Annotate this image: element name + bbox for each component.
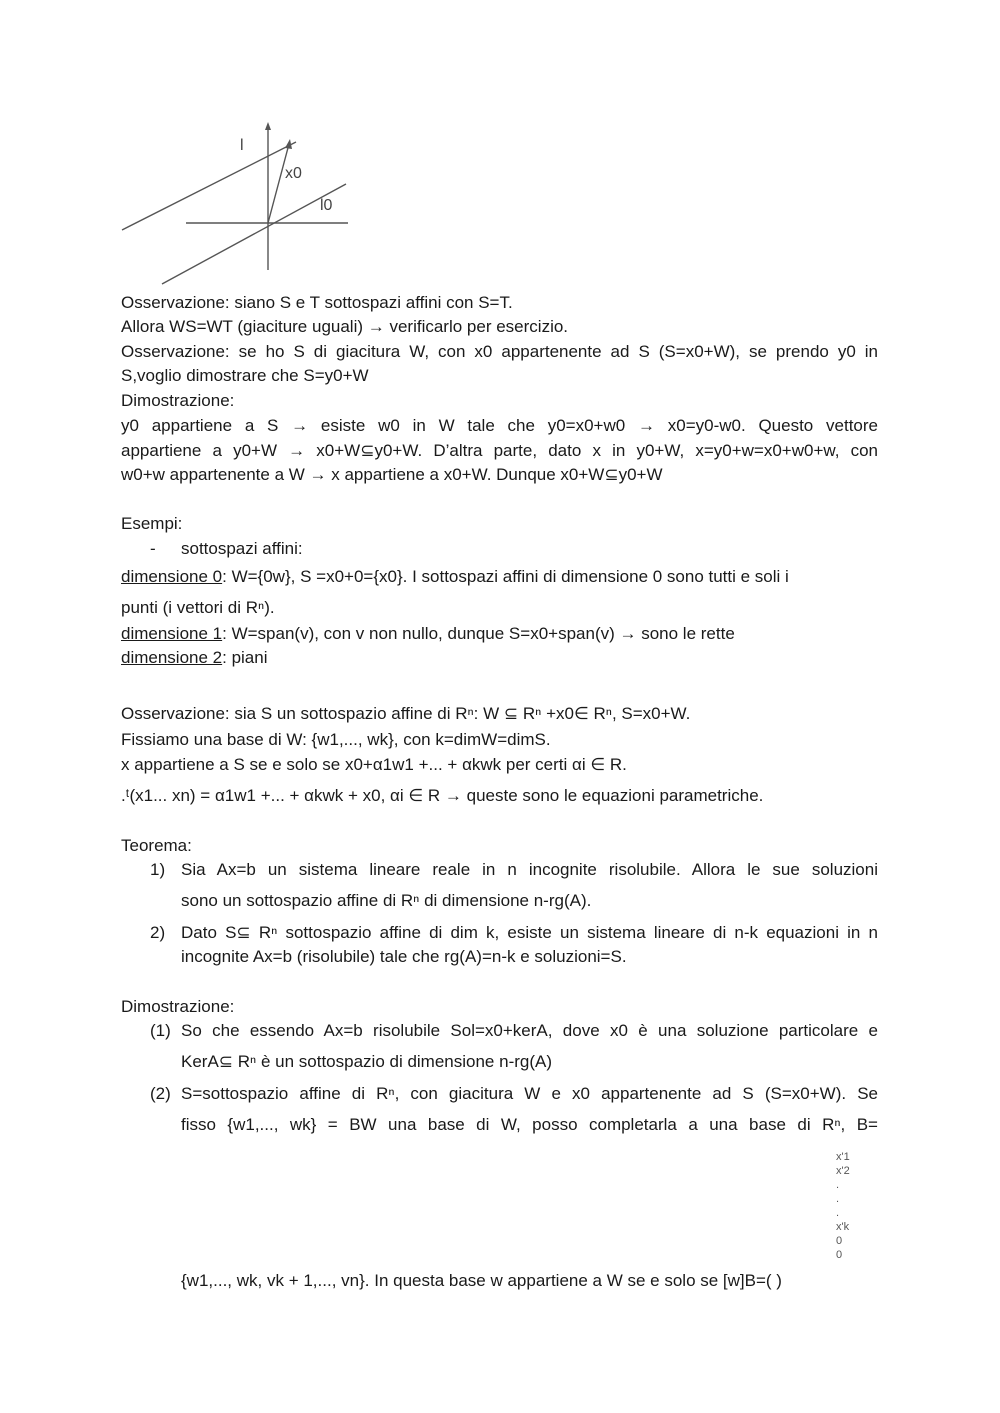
label-x0: x0 — [285, 165, 302, 182]
t2b: incognite Ax=b (risolubile) tale che rg(A)=n-k e soluzioni=S. — [181, 947, 627, 966]
t1b: sono un sottospazio affine di Rⁿ di dimensione n-rg(A). — [181, 891, 592, 910]
vector-x0-arrow — [285, 139, 292, 149]
label-l: l — [240, 137, 244, 154]
dim1-text: : W=span(v), con v non nullo, dunque S=x0+span(v) → sono le rette — [222, 624, 735, 643]
obs3a: Osservazione: sia S un sottospazio affine di Rⁿ: W ⊆ Rⁿ +x0∈ Rⁿ, S=x0+W. — [121, 704, 691, 723]
dim0-text2: punti (i vettori di Rⁿ). — [121, 598, 275, 617]
dim1b: appartiene a y0+W → x0+W⊆y0+W. D’altra parte, dato x in y0+W, x=y0+w=x0+w0+w, con — [121, 441, 878, 460]
d2b: fisso {w1,..., wk} = BW una base di W, posso completarla a una base di Rⁿ, B= — [181, 1115, 878, 1134]
vector-entry: x'2 — [836, 1165, 850, 1177]
dim1c: w0+w appartenente a W → x appartiene a x0+W. Dunque x0+W⊆y0+W — [121, 465, 663, 484]
vector-entry: x'1 — [836, 1151, 850, 1163]
dim2-line — [121, 647, 878, 669]
dim0-text: : W={0w}, S =x0+0={x0}. I sottospazi affini di dimensione 0 sono tutti e soli i — [222, 567, 789, 586]
dim1-line — [121, 623, 878, 645]
vector-entry: . — [836, 1193, 840, 1205]
d2-number: (2) — [150, 1084, 171, 1103]
obs2b: S,voglio dimostrare che S=y0+W — [121, 366, 369, 385]
d2c: {w1,..., wk, vk + 1,..., vn}. In questa base w appartiene a W se e solo se [w]B=( ) — [181, 1271, 782, 1290]
vector-entry: 0 — [836, 1249, 843, 1261]
d1a: So che essendo Ax=b risolubile Sol=x0+kerA, dove x0 è una soluzione particolare e — [181, 1021, 878, 1040]
dim2-text: : piani — [222, 648, 268, 667]
obs1: Osservazione: siano S e T sottospazi affini con S=T. — [121, 293, 513, 312]
coordinate-vector — [836, 1150, 850, 1262]
dim0-line — [121, 566, 878, 588]
dim1-label: dimensione 1 — [121, 624, 223, 643]
obs3c: x appartiene a S se e solo se x0+α1w1 +... + αkwk per certi αi ∈ R. — [121, 755, 627, 774]
bullet-dash: - — [150, 539, 156, 558]
vertical-axis-arrow — [265, 122, 271, 130]
t1a: Sia Ax=b un sistema lineare reale in n incognite risolubile. Allora le sue soluzioni — [181, 860, 878, 879]
affine-line-figure — [118, 118, 358, 288]
esempi-heading: Esempi: — [121, 514, 183, 533]
dim2-heading: Dimostrazione: — [121, 997, 235, 1016]
vector-entry: 0 — [836, 1235, 843, 1247]
line-l0 — [162, 184, 346, 284]
t2a: Dato S⊆ Rⁿ sottospazio affine di dim k, esiste un sistema lineare di n-k equazioni in n — [181, 923, 878, 942]
d1b: KerA⊆ Rⁿ è un sottospazio di dimensione n-rg(A) — [181, 1052, 553, 1071]
bullet-item: sottospazi affini: — [181, 539, 303, 558]
vector-entry: x'k — [836, 1221, 850, 1233]
dim2-label: dimensione 2 — [121, 648, 223, 667]
t2-number: 2) — [150, 923, 166, 942]
dim1a: y0 appartiene a S → esiste w0 in W tale che y0=x0+w0 → x0=y0-w0. Questo vettore — [121, 416, 878, 435]
dim1-heading: Dimostrazione: — [121, 391, 235, 410]
teorema-heading: Teorema: — [121, 836, 192, 855]
obs1b: Allora WS=WT (giaciture uguali) → verificarlo per esercizio. — [121, 317, 569, 336]
t1-number: 1) — [150, 860, 166, 879]
dim0-label: dimensione 0 — [121, 567, 223, 586]
d2a: S=sottospazio affine di Rⁿ, con giacitura W e x0 appartenente ad S (S=x0+W). Se — [181, 1084, 878, 1103]
vector-x0 — [268, 144, 289, 223]
obs2a: Osservazione: se ho S di giacitura W, con x0 appartenente ad S (S=x0+W), se prendo y0 in — [121, 342, 878, 361]
obs3b: Fissiamo una base di W: {w1,..., wk}, con k=dimW=dimS. — [121, 730, 551, 749]
vector-entry: . — [836, 1179, 840, 1191]
vector-entry: . — [836, 1207, 840, 1219]
label-l0: l0 — [320, 197, 333, 214]
d1-number: (1) — [150, 1021, 171, 1040]
obs3d: .ᵗ(x1... xn) = α1w1 +... + αkwk + x0, αi ∈ R → queste sono le equazioni parametriche. — [121, 786, 764, 805]
